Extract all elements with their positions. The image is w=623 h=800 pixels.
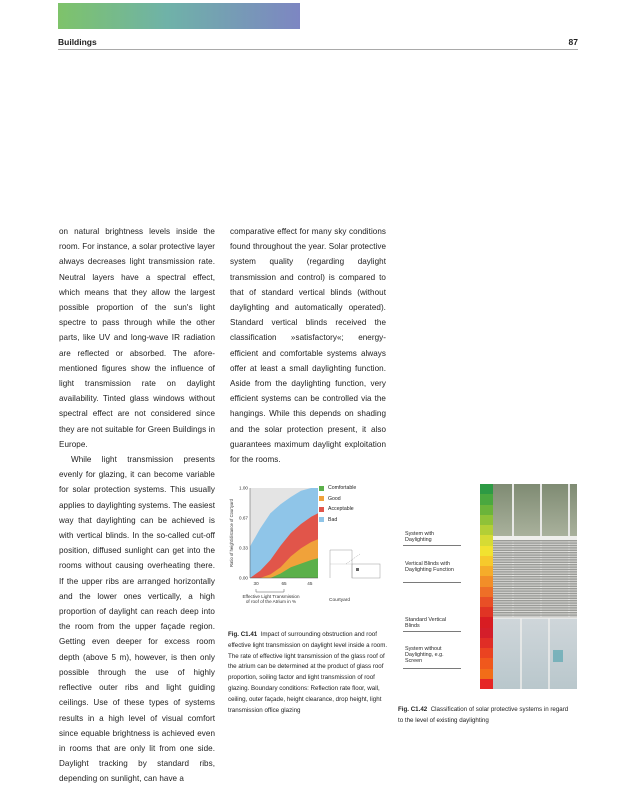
paragraph: comparative effect for many sky conditions found throughout the year. Solar protective system quality (regarding daylight transmission and control) is compared to that of standard vertical blinds (without daylighting and automatically operated). Standard vertical blinds received the classification »satisfactory«; energy-efficient and comfortable systems always offer at least a small daylighting function. Aside from the daylighting function, very efficient systems can be controlled via the hangings. While this depends on shading and the solar protection present, it also guarantees maximum daylight exploitation for the rooms. <box>230 227 386 465</box>
caption-text: Impact of surrounding obstruction and roof effective light transmission on daylight level inside a room. The rate of effective light transmission of the glass roof of the atrium can be determined at the product of glass roof proportion, soiling factor and light transmission of roof glazing. Boundary conditions: Reflection rate floor, wall, ceiling, outer façade, height clearance, drop height, light transmission office glazing <box>228 631 388 714</box>
blind-slat <box>493 588 577 589</box>
x-tick-label: 45 <box>307 581 313 586</box>
blind-slat <box>493 569 577 570</box>
scale-segment <box>480 505 493 515</box>
scale-segment <box>480 494 493 504</box>
blind-slat <box>493 574 577 575</box>
blind-slat <box>493 547 577 548</box>
scale-segment <box>480 515 493 525</box>
x-tick-label: 30 <box>253 581 259 586</box>
blind-slat <box>493 550 577 551</box>
blind-slat <box>493 605 577 606</box>
legend-label: Comfortable <box>328 485 357 491</box>
x-axis-label-box <box>240 594 302 616</box>
legend-label: Acceptable <box>328 506 354 512</box>
label-divider <box>403 631 461 632</box>
y-axis-label: Ratio of height/distance of Courtyard <box>229 499 234 567</box>
facade-photo-illustration <box>493 484 577 689</box>
chart-legend <box>319 483 356 525</box>
figure-41-caption <box>228 630 388 716</box>
sight-line <box>346 554 360 564</box>
blind-slat <box>493 602 577 603</box>
y-tick-label: 0.00 <box>239 575 248 581</box>
blind-slat <box>493 545 577 546</box>
legend-swatch <box>319 507 324 512</box>
blind-slat <box>493 581 577 582</box>
scale-segment <box>480 484 493 494</box>
legend-swatch <box>319 486 324 491</box>
label-divider <box>403 582 461 583</box>
legend-label: Good <box>328 495 341 502</box>
legend-swatch <box>319 496 324 501</box>
running-title: Buildings <box>58 37 97 47</box>
scale-segment <box>480 617 493 627</box>
facade-photo <box>493 484 577 689</box>
paragraph: on natural brightness levels inside the room. For instance, a solar protective layer always decreases light transmission rate. Neutral layers have a spectral effect, which means that they allow the largest possible proportion of the sun's light spectre to pass through while the other parts, like UV and long-wave IR radiation are reflected or absorbed. The afore-mentioned figures show the influence of light transmission rate on daylight availability. Tinted glass windows without spectral effect are not considered since they are not suitable for Green Buildings in Europe. <box>59 227 215 449</box>
label-divider <box>403 545 461 546</box>
label-system-without-daylighting: System without Daylighting, e.g. Screen <box>405 646 444 665</box>
label-vertical-blinds-daylighting: Vertical Blinds with Daylighting Function <box>405 561 454 574</box>
blind-slat <box>493 593 577 594</box>
paragraph: While light transmission presents evenly for glazing, it can become variable for solar protection systems. This usually applies to daylighting systems. The easiest way that daylighting can be achieved is with vertical blinds. In the so-called cut-off position, diffused sunlight can get into the rooms without causing overheating there. If the upper ribs are arranged horizontally and the lower ones vertically, a high proportion of daylight can reach deep into the room from the upper façade region. Getting even deeper for excess room depth (above 5 m), however, is then only possible through the use of highly reflective outer ribs and light guiding ceilings. Use of these types of systems results in a high level of visual comfort since equable brightness is achieved even in rooms that are only lit from one side. Daylight tracking by standard ribs, depending on sunlight, can have a <box>59 455 215 784</box>
scale-segment <box>480 535 493 545</box>
y-tick-label: 1.00 <box>239 485 248 491</box>
blind-slat <box>493 576 577 577</box>
blind-slat <box>493 614 577 615</box>
blind-slat <box>493 557 577 558</box>
blind-slat <box>493 583 577 584</box>
scale-segment <box>480 669 493 679</box>
blind-slat <box>493 578 577 579</box>
scale-segment <box>480 607 493 617</box>
legend-item <box>319 515 356 526</box>
caption-label: Fig. C1.42 <box>398 706 428 713</box>
scale-segment <box>480 556 493 566</box>
blind-slat <box>493 552 577 553</box>
caption-text: Classification of solar protective systems in regard to the level of existing daylighting <box>398 706 569 724</box>
legend-item <box>319 494 356 505</box>
daylight-scale-bar <box>480 484 493 689</box>
blind-slat <box>493 612 577 613</box>
figure-41-chart <box>226 478 406 624</box>
legend-item <box>319 504 356 515</box>
x-tick-label: 65 <box>281 581 287 586</box>
scale-segment <box>480 638 493 648</box>
figure-42-caption <box>398 705 570 727</box>
body-column-middle <box>230 224 386 467</box>
scale-segment <box>480 525 493 535</box>
scale-segment <box>480 628 493 638</box>
scale-segment <box>480 587 493 597</box>
blind-slat <box>493 566 577 567</box>
blind-slat <box>493 590 577 591</box>
x-range-bracket <box>256 589 284 592</box>
header-color-band <box>58 3 300 29</box>
caption-label: Fig. C1.41 <box>228 631 258 638</box>
scale-segment <box>480 679 493 689</box>
scale-segment <box>480 597 493 607</box>
sensor-marker <box>356 568 359 571</box>
scale-segment <box>480 658 493 668</box>
blind-slat <box>493 559 577 560</box>
header-divider <box>58 49 578 50</box>
scale-segment <box>480 546 493 556</box>
blind-slat <box>493 542 577 543</box>
chart-area-layers <box>250 488 318 578</box>
blind-slat <box>493 586 577 587</box>
scale-segment <box>480 648 493 658</box>
blind-slat <box>493 540 577 541</box>
blind-slat <box>493 595 577 596</box>
blind-slat <box>493 598 577 599</box>
blind-slat <box>493 564 577 565</box>
courtyard-label: Courtyard <box>329 598 351 603</box>
page-number: 87 <box>568 37 578 47</box>
body-column-left <box>59 224 215 787</box>
blind-slat <box>493 610 577 611</box>
blind-slat <box>493 600 577 601</box>
blind-slat <box>493 607 577 608</box>
blind-slat <box>493 554 577 555</box>
legend-item <box>319 483 356 494</box>
label-system-with-daylighting: System with Daylighting <box>405 531 435 544</box>
legend-swatch <box>319 517 324 522</box>
y-tick-label: 0.67 <box>239 515 248 521</box>
legend-label: Bad <box>328 516 338 523</box>
y-tick-label: 0.33 <box>239 545 248 551</box>
blind-slat <box>493 571 577 572</box>
courtyard-diagram <box>330 550 380 578</box>
x-tick-labels <box>254 581 313 586</box>
label-divider <box>403 668 461 669</box>
y-tick-labels <box>239 486 248 581</box>
scale-segment <box>480 576 493 586</box>
x-axis-label: Effective Light Transmission of roof of the Atrium in % <box>242 594 300 605</box>
scale-segment <box>480 566 493 576</box>
label-standard-vertical-blinds: Standard Vertical Blinds <box>405 617 447 630</box>
blind-slat <box>493 562 577 563</box>
